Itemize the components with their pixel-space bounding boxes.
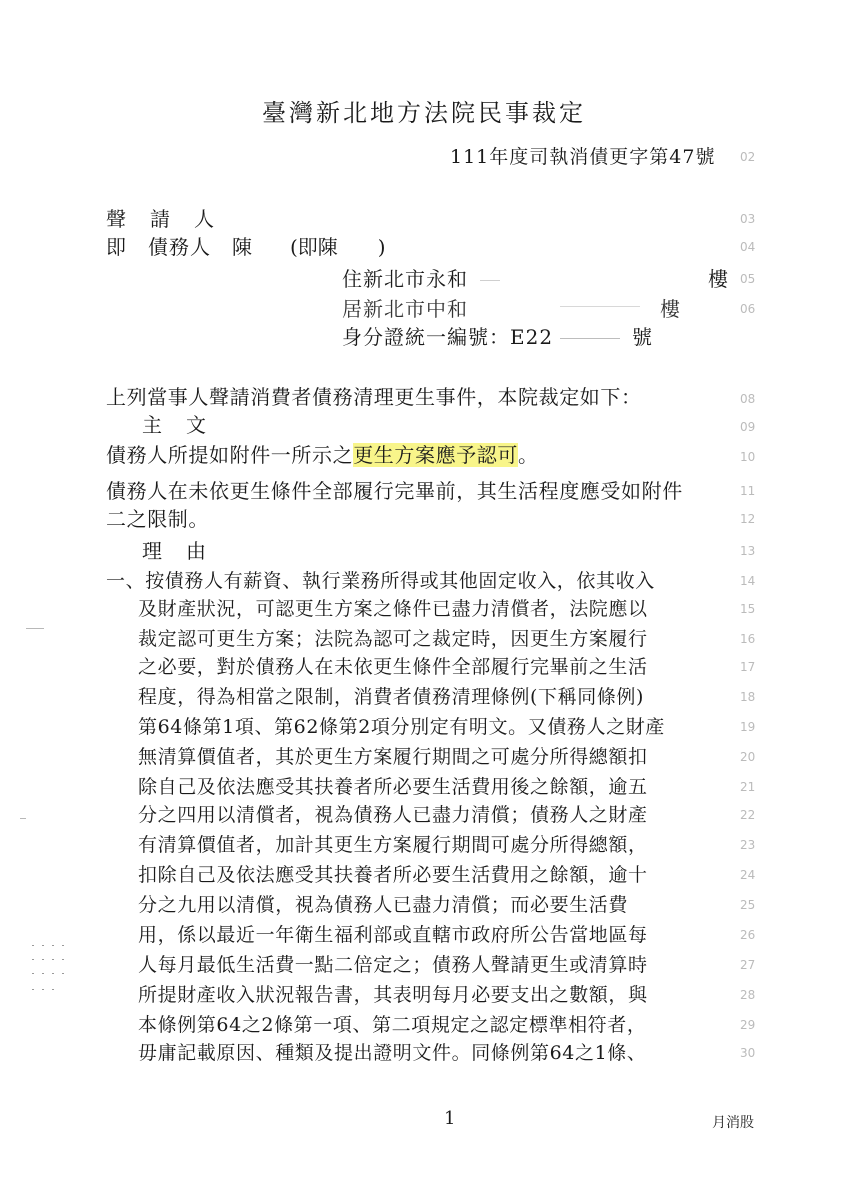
reason-line: 扣除自己及依法應受其扶養者所必要生活費用之餘額，逾十: [138, 864, 648, 886]
line-number: 28: [740, 988, 756, 1002]
line-number: 27: [740, 958, 756, 972]
reason-line: 除自己及依法應受其扶養者所必要生活費用後之餘額，逾五: [138, 776, 648, 798]
line-number: 04: [740, 240, 756, 254]
document-title: 臺灣新北地方法院民事裁定: [262, 99, 586, 127]
reason-line: 裁定認可更生方案；法院為認可之裁定時，因更生方案履行: [138, 628, 648, 650]
reason-heading: 理 由: [142, 539, 208, 563]
line-number: 08: [740, 392, 756, 406]
line-number: 20: [740, 750, 756, 764]
reason-line: 第64條第1項、第62條第2項分別定有明文。又債務人之財產: [138, 716, 665, 738]
redaction-mark: [560, 306, 640, 307]
line-number: 26: [740, 928, 756, 942]
line-number: 10: [740, 450, 756, 464]
id-number-end: 號: [632, 325, 652, 349]
line-number: 21: [740, 780, 756, 794]
line-number: 15: [740, 602, 756, 616]
line-number: 18: [740, 690, 756, 704]
main-text-line1: [106, 442, 539, 468]
main-text-line1-start: 債務人所提如附件一所示之: [106, 443, 354, 467]
line-number: 24: [740, 868, 756, 882]
reason-line: 有清算價值者，加計其更生方案履行期間可處分所得總額，: [138, 834, 648, 856]
main-text-line3: 二之限制。: [106, 507, 209, 531]
line-number: 14: [740, 574, 756, 588]
reason-line: 無清算價值者，其於更生方案履行期間之可處分所得總額扣: [138, 746, 648, 768]
reason-line: 本條例第64之2條第一項、第二項規定之認定標準相符者，: [138, 1014, 647, 1036]
reason-line: 分之四用以清償者，視為債務人已盡力清償；債務人之財產: [138, 804, 648, 826]
reason-line: 用，係以最近一年衛生福利部或直轄市政府所公告當地區每: [138, 924, 648, 946]
reason-line: 之必要，對於債務人在未依更生條件全部履行完畢前之生活: [138, 656, 648, 678]
line-number: 19: [740, 720, 756, 734]
living-address-end: 樓: [660, 297, 680, 321]
highlighted-ruling: 更生方案應予認可: [353, 443, 519, 467]
debtor-label: 即 債務人 陳: [106, 235, 253, 259]
reason-line: 及財產狀況，可認更生方案之條件已盡力清償者，法院應以: [138, 598, 648, 620]
office-label: 月消股: [712, 1115, 754, 1131]
line-number: 17: [740, 660, 756, 674]
page-number: 1: [444, 1108, 456, 1129]
main-text-line2: 債務人在未依更生條件全部履行完畢前，其生活程度應受如附件: [106, 479, 683, 503]
residence-address-end: 樓: [708, 267, 728, 291]
line-number: 11: [740, 484, 756, 498]
intro-text: 上列當事人聲請消費者債務清理更生事件，本院裁定如下：: [106, 385, 642, 409]
line-number: 12: [740, 512, 756, 526]
reason-line: 程度，得為相當之限制，消費者債務清理條例(下稱同條例): [138, 686, 645, 708]
living-address: 居新北市中和: [342, 297, 468, 321]
line-number: 25: [740, 898, 756, 912]
line-number: 03: [740, 212, 756, 226]
line-number: 29: [740, 1018, 756, 1032]
reason-line: 所提財產收入狀況報告書，其表明每月必要支出之數額，與: [138, 984, 648, 1006]
main-text-line1-end: 。: [518, 443, 539, 467]
reason-line: 毋庸記載原因、種類及提出證明文件。同條例第64之1條、: [138, 1042, 647, 1064]
reason-line: 分之九用以清償，視為債務人已盡力清償；而必要生活費: [138, 894, 629, 916]
debtor-alias: (即陳 ): [290, 235, 386, 259]
line-number: 06: [740, 302, 756, 316]
id-number-label: 身分證統一編號：E22: [342, 325, 554, 349]
line-number: 23: [740, 838, 756, 852]
line-number: 02: [740, 150, 756, 164]
line-number: 22: [740, 808, 756, 822]
scan-artifact: [30, 945, 70, 1005]
applicant-label: 聲 請 人: [106, 207, 216, 231]
residence-address: 住新北市永和: [342, 267, 468, 291]
line-number: 05: [740, 272, 756, 286]
redaction-mark: [560, 338, 620, 339]
line-number: 30: [740, 1046, 756, 1060]
main-heading: 主 文: [142, 413, 208, 437]
line-number: 16: [740, 632, 756, 646]
line-number: 09: [740, 420, 756, 434]
reason-line: 人每月最低生活費一點二倍定之；債務人聲請更生或清算時: [138, 954, 648, 976]
case-number: 111年度司執消債更字第47號: [450, 146, 716, 168]
scan-artifact: [20, 818, 26, 819]
redaction-mark: [480, 280, 500, 281]
line-number: 13: [740, 544, 756, 558]
reason-item1-line: 一、按債務人有薪資、執行業務所得或其他固定收入，依其收入: [106, 570, 655, 592]
scan-artifact: [26, 628, 44, 629]
